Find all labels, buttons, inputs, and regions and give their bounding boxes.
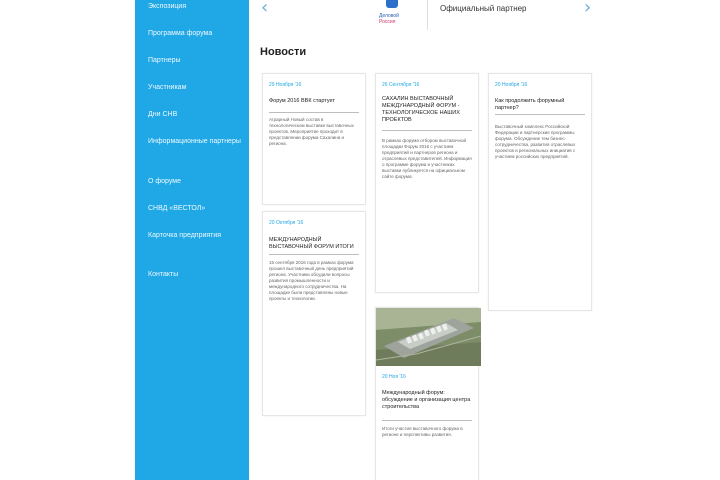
news-card[interactable] xyxy=(262,211,366,416)
sidebar-item-partners[interactable]: Партнеры xyxy=(148,57,181,64)
sidebar-item-exposition[interactable]: Экспозиция xyxy=(148,3,187,10)
news-card[interactable] xyxy=(262,73,366,205)
news-excerpt: Выставочный комплекс Российской Федерации и партнерские программы форума. Обсуждение тем бизнес-сотрудничества, развития отраслевых проектов и региональных инициатив с участием российских предприятий. xyxy=(495,124,576,159)
divider xyxy=(269,254,359,255)
logo-text: Деловой xyxy=(379,13,399,19)
partner-carousel xyxy=(258,0,600,34)
news-excerpt: Итоги участия выставочного форума в регионе и перспективы развития. xyxy=(382,426,463,437)
divider xyxy=(427,0,428,30)
news-title[interactable]: Как продолжить форумный партнер? xyxy=(495,98,565,111)
divider xyxy=(382,130,472,131)
news-section-title: Новости xyxy=(260,46,307,58)
sidebar-item-program[interactable]: Программа форума xyxy=(148,30,213,37)
sidebar-menu xyxy=(135,0,249,480)
partner-type-label: Официальный партнер xyxy=(440,4,527,13)
news-card[interactable] xyxy=(488,73,592,311)
sidebar-item-about[interactable]: О форуме xyxy=(148,178,181,185)
news-excerpt: Аграрный Новый состав в технологическом выставке выставочных проектов. Мероприятие проходит в представлении форума Сахалина и региона. xyxy=(269,117,354,146)
sidebar-item-days[interactable]: Дни СНВ xyxy=(148,111,178,118)
news-photo[interactable] xyxy=(376,308,481,366)
news-excerpt: В рамках форума отбором выставочной площадки Форум 2016 с участием предприятий и партнеров региона и отраслевых представителей. Информация о программе форума и участниках выставки публикуется на официальном сайте форума. xyxy=(382,138,472,179)
logo-mark-icon xyxy=(386,0,398,8)
divider xyxy=(382,420,472,421)
sidebar-item-company-card[interactable]: Карточка предприятия xyxy=(148,232,222,239)
news-title[interactable]: МЕЖДУНАРОДНЫЙ ВЫСТАВОЧНЫЙ ФОРУМ ИТОГИ xyxy=(269,237,354,250)
sidebar-item-contacts[interactable]: Контакты xyxy=(148,271,179,278)
news-excerpt: 15 сентября 2016 года в рамках форума прошел выставочный день предприятий региона. Участники обсудили вопросы развития промышленности и международного сотрудничества. На площадке были представлены новые проекты и технологии. xyxy=(269,260,354,301)
divider xyxy=(495,114,585,115)
sidebar-item-participants[interactable]: Участникам xyxy=(148,84,187,91)
news-title[interactable]: Международный форум: обсуждение и организация центра строительства xyxy=(382,390,471,410)
news-date: 20 Октября '16 xyxy=(269,220,304,226)
news-card[interactable] xyxy=(375,307,479,480)
sidebar-item-snvd[interactable]: СНВД «ВЕСТОЛ» xyxy=(148,205,206,212)
news-date: 20 Ноя '16 xyxy=(382,374,406,380)
news-date: 26 Сентября '16 xyxy=(382,82,420,88)
logo-text: Россия xyxy=(379,19,396,25)
divider xyxy=(269,112,359,113)
news-title[interactable]: Форум 2016 ВВК стартует xyxy=(269,98,335,104)
news-date: 29 Ноября '16 xyxy=(269,82,302,88)
chevron-left-icon[interactable]: ‹ xyxy=(261,0,269,18)
partner-logo[interactable] xyxy=(376,0,408,30)
news-date: 20 Ноября '16 xyxy=(495,82,528,88)
news-title[interactable]: САХАЛИН ВЫСТАВОЧНЫЙ МЕЖДУНАРОДНЫЙ ФОРУМ - ТЕХНОЛОГИЧЕСКОЕ НАШИХ ПРОЕКТОВ xyxy=(382,96,460,123)
news-card[interactable] xyxy=(375,73,479,293)
chevron-right-icon[interactable]: › xyxy=(584,0,592,18)
sidebar-item-info-partners[interactable]: Информационные партнеры xyxy=(148,138,241,145)
